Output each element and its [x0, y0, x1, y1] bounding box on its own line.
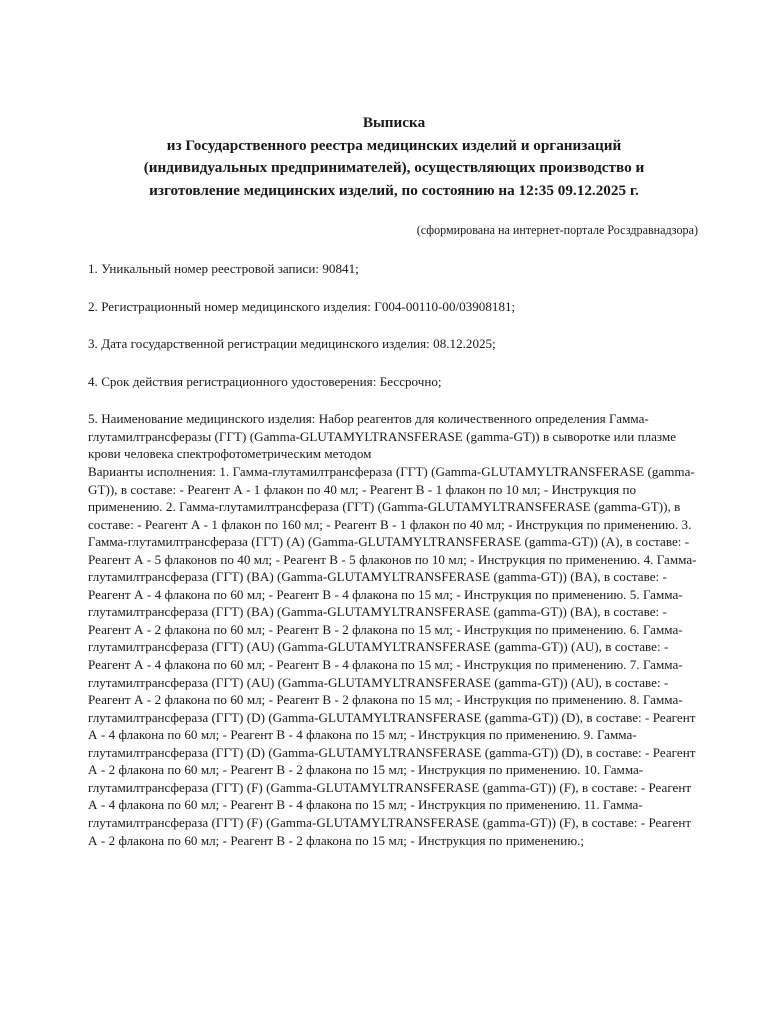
clause-list [88, 260, 700, 849]
page-title-line-3: (индивидуальных предпринимателей), осуществляющих производство и [143, 159, 645, 176]
page-title-line-1: Выписка [362, 114, 426, 131]
clause-registration-date: 3. Дата государственной регистрации медицинского изделия: 08.12.2025; [88, 336, 496, 352]
portal-subtitle: (сформирована на интернет-портале Росздравнадзора) [416, 223, 698, 237]
page-title-line-4: изготовление медицинских изделий, по состоянию на 12:35 09.12.2025 г. [149, 181, 639, 199]
device-variants-text: Варианты исполнения: 1. Гамма-глутамилтрансфераза (ГГТ) (Gamma-GLUTAMYLTRANSFERASE (gamma-GT)), в составе: - Реагент А - 1 флакон по 40 мл; - Реагент В - 1 флакон по 10 мл; - Инструкция по применению. 2. Гамма-глутамилтрансфераза (ГГТ) (Gamma-GLUTAMYLTRANSFERASE (gamma-GT)), в составе: - Реагент А - 1 флакон по 160 мл; - Реагент В - 1 флакон по 40 мл; - Инструкция по применению. 3. Гамма-глутамилтрансфераза (ГГТ) (A) (Gamma-GLUTAMYLTRANSFERASE (gamma-GT)) (A), в составе: - Реагент А - 5 флаконов по 40 мл; - Реагент В - 5 флаконов по 10 мл; - Инструкция по применению. 4. Гамма-глутамилтрансфераза (ГГТ) (BA) (Gamma-GLUTAMYLTRANSFERASE (gamma-GT)) (BA), в составе: - Реагент А - 4 флакона по 60 мл; - Реагент В - 4 флакона по 15 мл; - Инструкция по применению. 5. Гамма-глутамилтрансфераза (ГГТ) (BA) (Gamma-GLUTAMYLTRANSFERASE (gamma-GT)) (BA), в составе: - Реагент А - 2 флакона по 60 мл; - Реагент В - 2 флакона по 15 мл; - Инструкция по применению. 6. Гамма-глутамилтрансфераза (ГГТ) (AU) (Gamma-GLUTAMYLTRANSFERASE (gamma-GT)) (AU), в составе: - Реагент А - 4 флакона по 60 мл; - Реагент В - 4 флакона по 15 мл; - Инструкция по применению. 7. Гамма-глутамилтрансфераза (ГГТ) (AU) (Gamma-GLUTAMYLTRANSFERASE (gamma-GT)) (AU), в составе: - Реагент А - 2 флакона по 60 мл; - Реагент В - 2 флакона по 15 мл; - Инструкция по применению. 8. Гамма-глутамилтрансфераза (ГГТ) (D) (Gamma-GLUTAMYLTRANSFERASE (gamma-GT)) (D), в составе: - Реагент А - 4 флакона по 60 мл; - Реагент В - 4 флакона по 15 мл; - Инструкция по применению. 9. Гамма-глутамилтрансфераза (ГГТ) (D) (Gamma-GLUTAMYLTRANSFERASE (gamma-GT)) (D), в составе: - Реагент А - 2 флакона по 60 мл; - Реагент В - 2 флакона по 15 мл; - Инструкция по применению. 10. Гамма-глутамилтрансфераза (ГГТ) (F) (Gamma-GLUTAMYLTRANSFERASE (gamma-GT)) (F), в составе: - Реагент А - 4 флакона по 60 мл; - Реагент В - 4 флакона по 15 мл; - Инструкция по применению. 11. Гамма-глутамилтрансфераза (ГГТ) (F) (Gamma-GLUTAMYLTRANSFERASE (gamma-GT)) (F), в составе: - Реагент А - 2 флакона по 60 мл; - Реагент В - 2 флакона по 15 мл; - Инструкция по применению.; [88, 464, 697, 848]
subtitle-row [88, 221, 700, 239]
page-title [88, 112, 700, 202]
page-title-line-2: из Государственного реестра медицинских изделий и организаций [166, 136, 622, 154]
device-name-text: 5. Наименование медицинского изделия: Набор реагентов для количественного определения Гамма-глутамилтрансферазы (ГГТ) (Gamma-GLUTAMYLTRANSFERASE (gamma-GT)) в сыворотке или плазме крови человека спектрофотометрическим методом [88, 411, 677, 462]
clause-device-name [88, 410, 700, 849]
clause-registry-number: 1. Уникальный номер реестровой записи: 90841; [88, 261, 359, 276]
clause-validity-period: 4. Срок действия регистрационного удостоверения: Бессрочно; [88, 373, 442, 389]
clause-registration-number: 2. Регистрационный номер медицинского изделия: Г004-00110-00/03908181; [88, 298, 516, 314]
